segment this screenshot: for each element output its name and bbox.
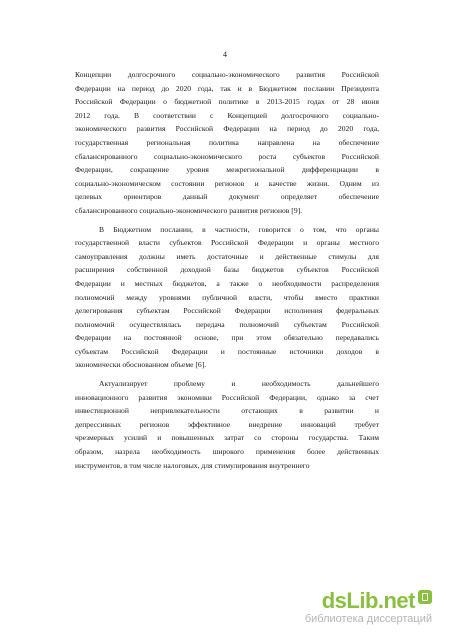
text-line: депрессивных регионов эффективное внедрение инноваций требует bbox=[75, 419, 379, 429]
document-body bbox=[75, 68, 379, 472]
text-line: чрезмерных усилий и повышенных затрат со стороны государства. Таким bbox=[75, 433, 379, 443]
text-line: Актуализирует проблему и необходимость дальнейшего bbox=[99, 379, 379, 389]
text-line: В Бюджетном послании, в частности, говорится о том, что органы bbox=[99, 224, 379, 234]
text-line: инновационного развития экономики Российской Федерации, однако за счет bbox=[75, 392, 379, 402]
paragraph bbox=[75, 377, 379, 472]
text-line: инструментов, в том числе налоговых, для стимулирования внутреннего bbox=[75, 460, 310, 470]
text-line: Федерации, сокращение уровня межрегиональной дифференциации в bbox=[75, 165, 379, 175]
text-line: сбалансированного социально-экономического роста субъектов Российской bbox=[75, 151, 379, 161]
text-line: самоуправления должны иметь достаточные и действенные стимулы для bbox=[75, 251, 379, 261]
watermark-brand: dsLib.net bbox=[321, 588, 415, 613]
text-line: расширения собственной доходной базы бюджетов субъектов Российской bbox=[75, 265, 379, 275]
paragraph bbox=[75, 223, 379, 373]
watermark-tagline: библиотека диссертаций bbox=[304, 613, 432, 625]
text-line: государственная региональная политика направлена на обеспечение bbox=[75, 137, 379, 147]
text-line: социально-экономическом состоянии регионов и качестве жизни. Одним из bbox=[75, 178, 379, 188]
text-line: экономического развития Российской Федерации на период до 2020 года, bbox=[75, 124, 379, 134]
text-line: экономически обоснованном объеме [6]. bbox=[75, 360, 207, 370]
paragraph bbox=[75, 68, 379, 218]
text-line: Федерации на период до 2020 года, так и в Бюджетном послании Президента bbox=[75, 83, 379, 93]
text-line: делегирования субъектам Российской Федерации исполнения федеральных bbox=[75, 306, 379, 316]
text-line: образом, назрела необходимость широкого применения более действенных bbox=[75, 447, 379, 457]
text-line: инвестиционной непривлекательности отстающих в развитии и bbox=[75, 406, 379, 416]
text-line: субъектам Российской Федерации и постоянные источники доходов в bbox=[75, 346, 379, 356]
text-line: сбалансированного социально-экономического развития регионов [9]. bbox=[75, 205, 303, 215]
watermark bbox=[305, 588, 432, 625]
book-icon bbox=[418, 590, 432, 604]
text-line: Концепции долгосрочного социально-экономического развития Российской bbox=[75, 70, 379, 79]
text-line: Федерации на постоянной основе, при этом обязательно передавались bbox=[75, 333, 379, 343]
text-line: Российской Федерации о бюджетной политике в 2013-2015 годах от 28 июня bbox=[75, 97, 379, 107]
text-line: 2012 года. В соответствии с Концепцией долгосрочного социально- bbox=[75, 110, 379, 120]
text-line: Федерации и местных бюджетов, а также о необходимости распределения bbox=[75, 278, 379, 288]
text-line: полномочий осуществлялась передача полномочий субъектам Российской bbox=[75, 319, 379, 329]
text-line: целевых ориентиров данный документ определяет обеспечение bbox=[75, 192, 379, 202]
page-number: 4 bbox=[223, 50, 227, 59]
text-line: государственной власти субъектов Российской Федерации и органы местного bbox=[75, 238, 379, 248]
text-line: полномочий между уровнями публичной власти, чтобы вместо практики bbox=[75, 292, 379, 302]
